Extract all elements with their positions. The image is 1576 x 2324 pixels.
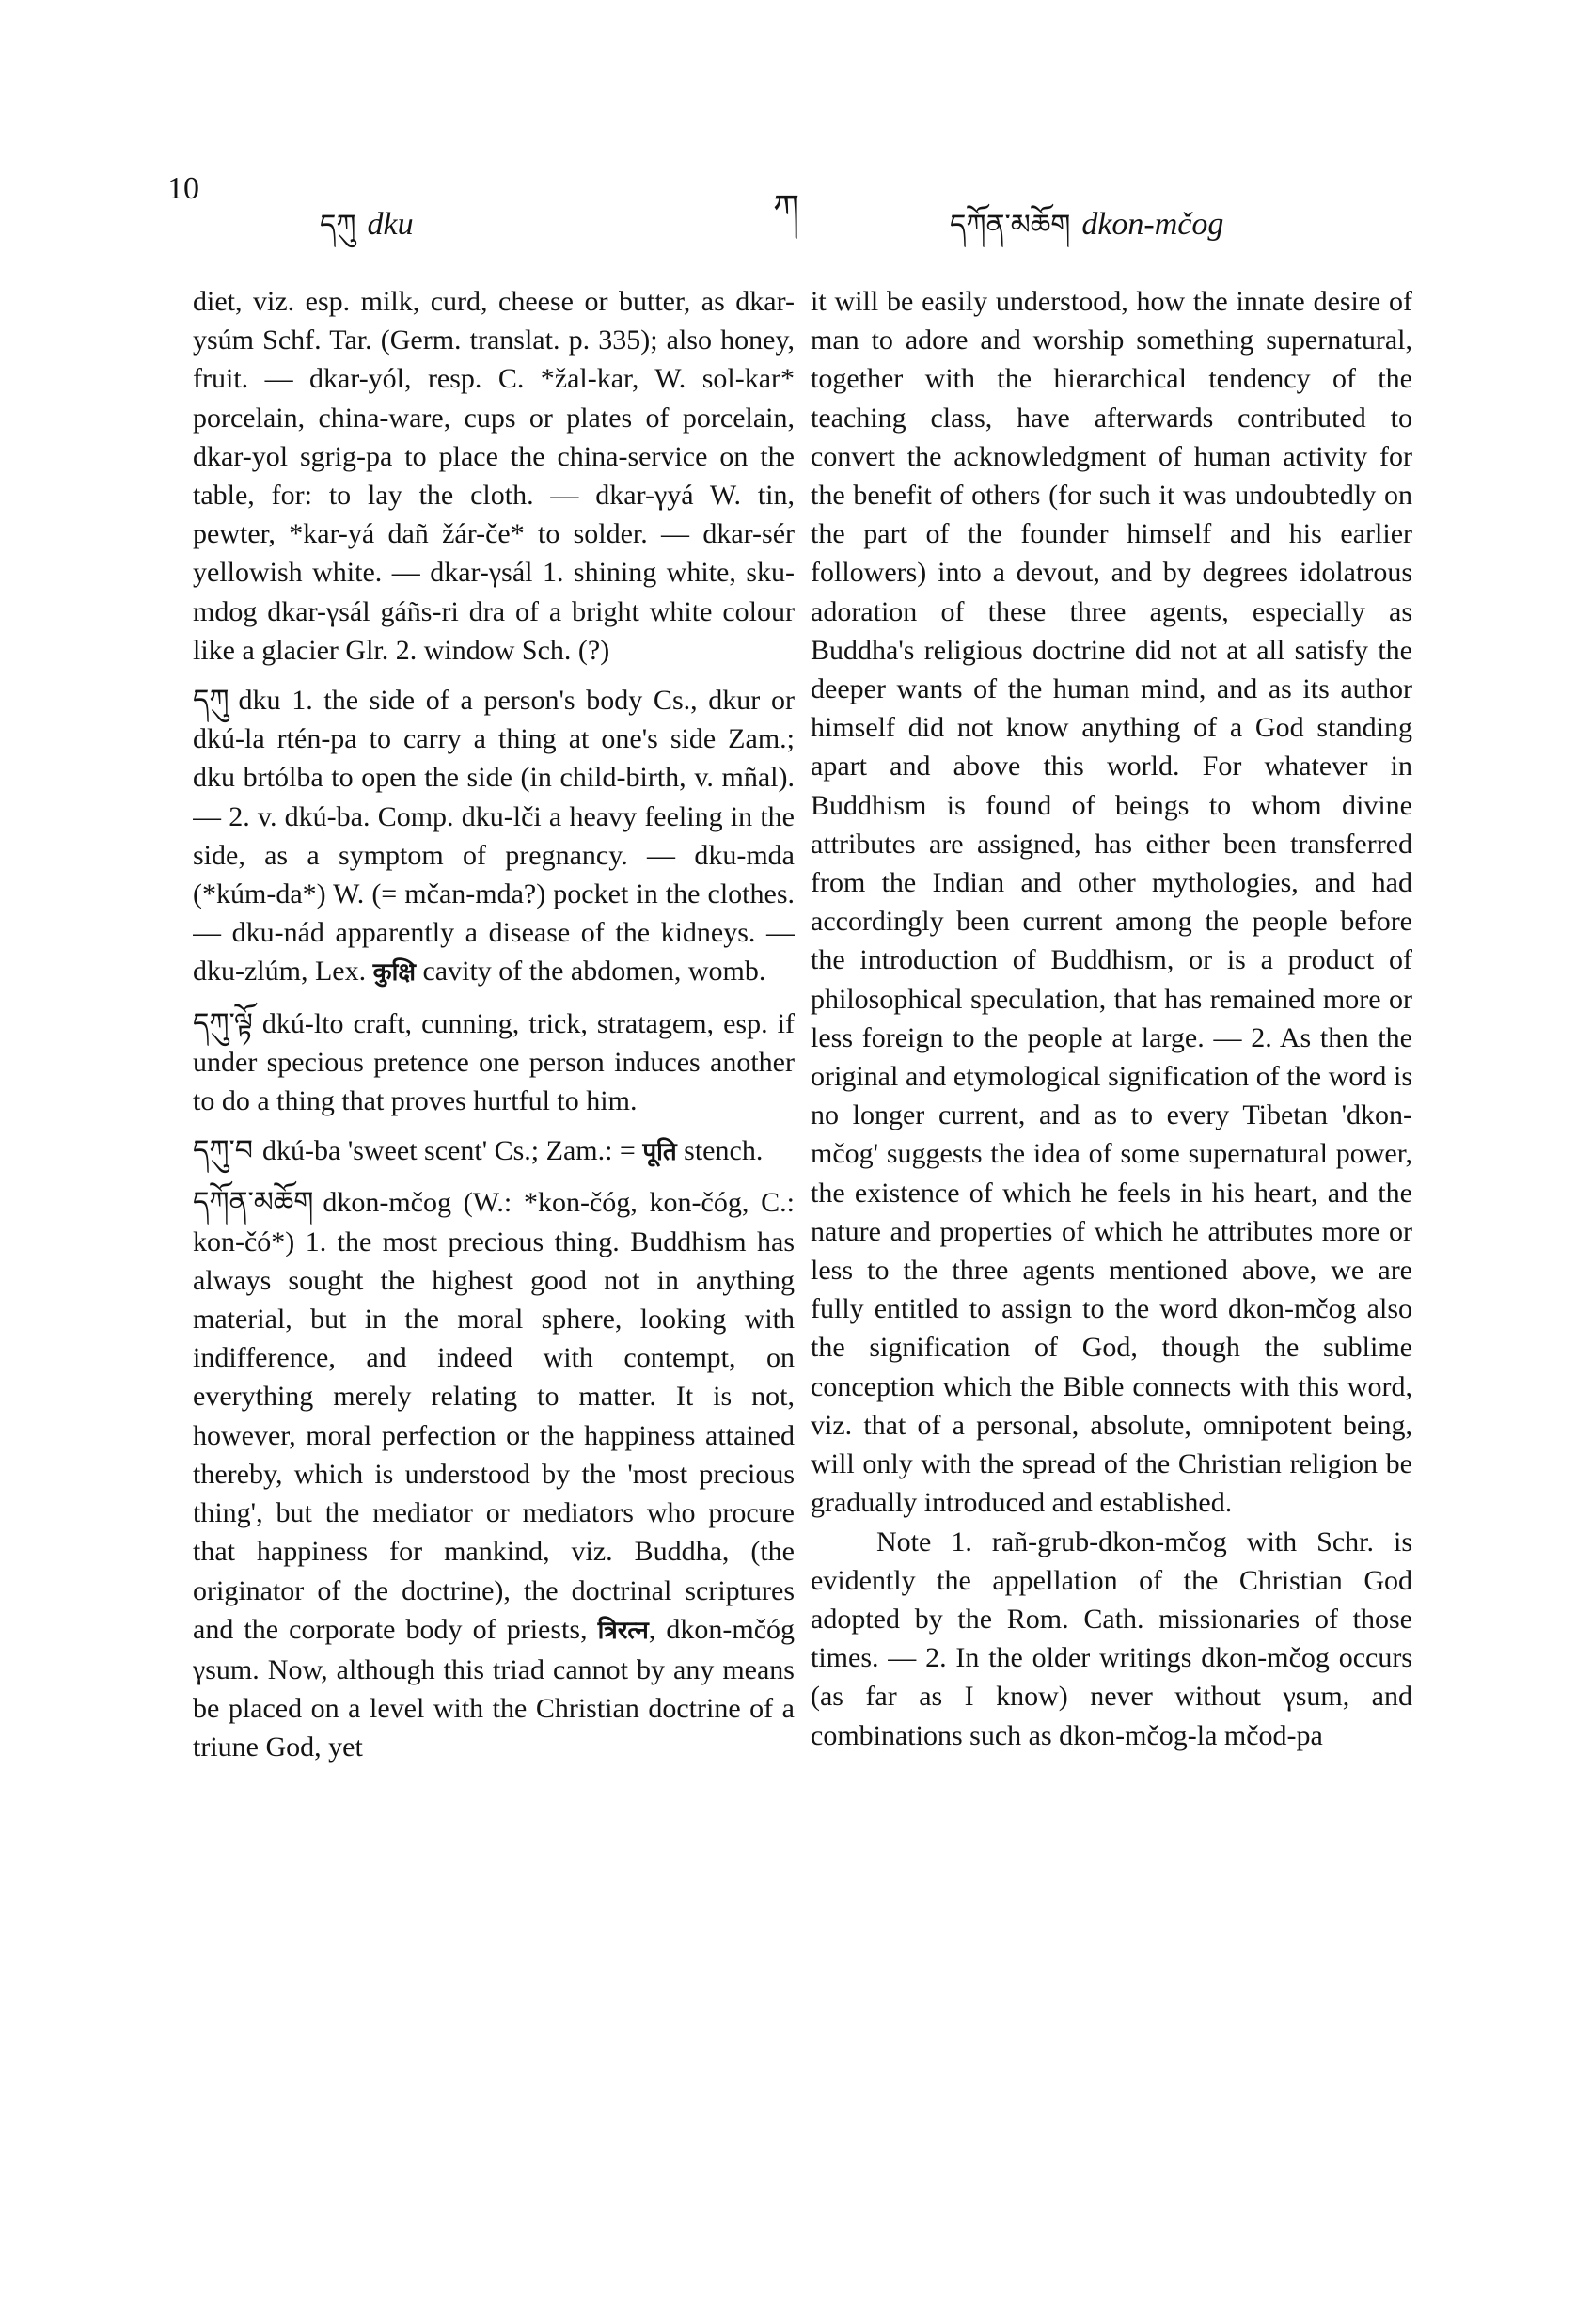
entry-dkonmchog-continuation: it will be easily understood, how the innate desire of man to adore and worship something supernatural, together with the hierarchical tendency of the teaching class, have afterwards contributed to convert the acknowledgment of human activity for the benefit of others (for such it was undoubtedly on the part of the founder himself and his earlier followers) into a devout, and by degrees idolatrous adoration of these three agents, especially as Buddha's religious doctrine did not at all satisfy the deeper wants of the human mind, and as its author himself did not know anything of a God standing apart and above this world. For whatever in Buddhism is found of beings to whom divine attributes are assigned, has either been transferred from the Indian and other mythologies, and had accordingly been current among the people before the introduction of Buddhism, or is a product of philosophical speculation, that has remained more or less foreign to the people at large. — 2. As then the original and etymological signification of the word is no longer current, and as to every Tibetan 'dkon-mčog' suggests the idea of some supernatural power, the existence of which he feels in his heart, and the nature and properties of which he attributes more or less to the three agents mentioned above, we are fully entitled to assign to the word dkon-mčog also the signification of God, though the sublime conception which the Bible connects with this word, viz. that of a personal, absolute, omnipotent being, will only with the spread of the Christian religion be gradually introduced and established. xyxy=(811,286,1412,1519)
right-headword-transliteration: dkon-mčog xyxy=(1081,207,1224,242)
entry-dku-devanagari: कुक्षि xyxy=(372,958,416,988)
entry-dku-text: dku 1. the side of a person's body Cs., dkur or dkú-la rtén-pa to carry a thing at one's side Zam.; dku brtólba to open the side (in child-birth, v. mñal). — 2. v. dkú-ba. Comp. dku-lči a heavy feeling in the side, as a symptom of pregnancy. — dku-mda (*kúm-da*) W. (= mčan-mda?) pocket in the clothes. — dku-nád apparently a disease of the kidneys. — dku-zlúm, Lex. xyxy=(193,685,795,988)
section-letter: ཀ xyxy=(773,187,800,230)
entry-dkuba-text-end: stench. xyxy=(684,1135,764,1167)
entry-dkuba-devanagari: पूति xyxy=(642,1138,677,1167)
entry-dkonmchog-devanagari: त्रिरत्न xyxy=(597,1616,649,1645)
entry-dkulto-tibetan: དཀུ་ལྟོ xyxy=(193,1006,253,1040)
page-number: 10 xyxy=(167,171,199,206)
entry-dkulto xyxy=(193,1004,795,1121)
page-header xyxy=(0,158,1576,271)
entry-dku xyxy=(193,681,795,993)
entry-dkonmchog-tibetan: དཀོན་མཆོག xyxy=(193,1186,314,1220)
left-headword-transliteration: dku xyxy=(367,207,414,242)
right-headword-tibetan: དཀོན་མཆོག xyxy=(950,209,1071,242)
entry-dkonmchog xyxy=(193,1183,795,1766)
left-column xyxy=(193,282,795,2238)
entry-continuation: diet, viz. esp. milk, curd, cheese or butter, as dkar-ysúm Schf. Tar. (Germ. translat. p. 335); also honey, fruit. — dkar-yól, resp. C. *žal-kar, W. sol-kar* porcelain, china-ware, cups or plates of porcelain, dkar-yol sgrig-pa to place the china-service on the table, for: to lay the cloth. — dkar-γyá W. tin, pewter, *kar-yá dañ žár-če* to solder. — dkar-sér yellowish white. — dkar-γsál 1. shining white, sku-mdog dkar-γsál gáñs-ri dra of a bright white colour like a glacier Glr. 2. window Sch. (?) xyxy=(193,286,795,666)
entry-dku-tibetan: དཀུ xyxy=(193,684,229,718)
entry-dkonmchog-text: dkon-mčog (W.: *kon-čóg, kon-čóg, C.: kon-čó*) 1. the most precious thing. Buddhism has always sought the highest good not in anything material, but in the moral sphere, looking with indifference, and indeed with contempt, on everything merely relating to matter. It is not, however, moral perfection or the happiness attained thereby, which is understood by the 'most precious thing', but the mediator or mediators who procure that happiness for mankind, viz. Buddha, (the originator of the doctrine), the doctrinal scriptures and the corporate body of priests, xyxy=(193,1187,795,1645)
entry-dku-text-end: cavity of the abdomen, womb. xyxy=(422,956,766,988)
entry-dkulto-text: dkú-lto craft, cunning, trick, stratagem, esp. if under specious pretence one person induces another to do a thing that proves hurtful to him. xyxy=(193,1007,795,1117)
note-paragraph: Note 1. rañ-grub-dkon-mčog with Schr. is evidently the appellation of the Christian God adopted by the Rom. Cath. missionaries of those times. — 2. In the older writings dkon-mčog occurs (as far as I know) never without γsum, and combinations such as dkon-mčog-la mčod-pa xyxy=(811,1526,1412,1751)
entry-dkonmchog-text-end: , dkon-mčóg γsum. Now, although this triad cannot by any means be placed on a level with the Christian doctrine of a triune God, yet xyxy=(193,1613,795,1763)
left-headword-tibetan: དཀུ xyxy=(320,209,356,242)
entry-dkuba-text: dkú-ba 'sweet scent' Cs.; Zam.: = xyxy=(262,1135,636,1167)
right-column xyxy=(811,282,1412,2238)
entry-dkuba xyxy=(193,1131,795,1172)
left-running-headword xyxy=(320,194,414,273)
right-running-headword xyxy=(950,194,1223,273)
entry-dkuba-tibetan: དཀུ་བ xyxy=(193,1134,254,1168)
